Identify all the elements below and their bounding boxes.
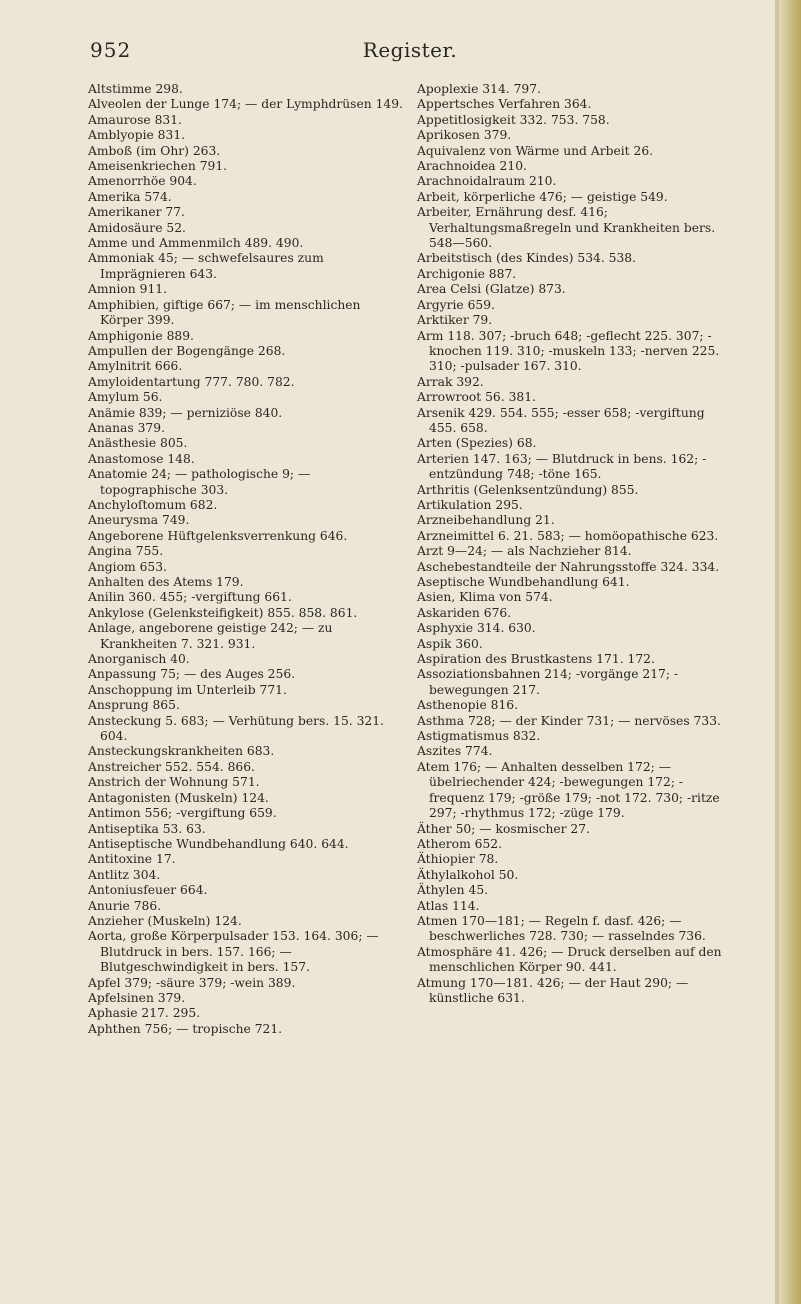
index-entry: Amphibien, giftige 667; — im menschlichen Körper 399. xyxy=(88,297,361,328)
index-entry: Antlitz 304. xyxy=(88,867,161,882)
index-entry: Antiseptische Wundbehandlung 640. 644. xyxy=(88,836,349,851)
index-entry: Area Celsi (Glatze) 873. xyxy=(417,282,566,297)
page-edge-shadow xyxy=(775,0,779,1304)
index-entry: Ansteckung 5. 683; — Verhütung bers. 15. 321. 604. xyxy=(88,713,384,744)
index-entry: Ampullen der Bogengänge 268. xyxy=(88,343,286,358)
index-entry: Amme und Ammenmilch 489. 490. xyxy=(88,236,304,251)
index-entry: Anstreicher 552. 554. 866. xyxy=(88,759,255,774)
index-entry: Arsenik 429. 554. 555; -esser 658; -vergiftung 455. 658. xyxy=(417,405,705,435)
index-entry: Amphigonie 889. xyxy=(88,328,194,343)
index-entry: Amylum 56. xyxy=(88,390,163,405)
index-entry: Angina 755. xyxy=(88,544,164,559)
index-entry: Archigonie 887. xyxy=(417,266,517,281)
index-entry: Antiseptika 53. 63. xyxy=(88,821,206,836)
index-entry: Aorta, große Körperpulsader 153. 164. 306; — Blutdruck in bers. 157. 166; — Blutgeschwindigkeit in bers. 157. xyxy=(88,929,379,975)
index-entry: Asphyxie 314. 630. xyxy=(417,621,536,636)
page-number: 952 xyxy=(90,38,132,62)
index-entry: Aszites 774. xyxy=(417,744,493,759)
index-entry: Anämie 839; — perniziöse 840. xyxy=(88,405,283,420)
index-column-left xyxy=(88,82,404,1037)
index-entry: Asthenopie 816. xyxy=(417,698,519,713)
index-entry: Artikulation 295. xyxy=(417,497,523,512)
index-entry: Amblyopie 831. xyxy=(88,128,186,143)
index-entry: Anlage, angeborene geistige 242; — zu Krankheiten 7. 321. 931. xyxy=(88,621,333,651)
index-entry: Angiom 653. xyxy=(88,559,167,574)
index-entry: Äthylen 45. xyxy=(417,883,489,898)
index-entry: Arachnoidea 210. xyxy=(417,159,527,174)
index-entry: Arbeit, körperliche 476; — geistige 549. xyxy=(417,189,668,204)
index-entry: Ammoniak 45; — schwefelsaures zum Imprägnieren 643. xyxy=(88,251,324,281)
index-entry: Aphthen 756; — tropische 721. xyxy=(88,1021,283,1036)
index-entry: Atherom 652. xyxy=(417,836,503,851)
index-entry: Argyrie 659. xyxy=(417,297,495,312)
index-entry: Antitoxine 17. xyxy=(88,852,176,867)
index-entry: Amboß (im Ohr) 263. xyxy=(88,143,221,158)
index-column-right xyxy=(417,82,733,1006)
index-entry: Atlas 114. xyxy=(417,898,480,913)
index-entry: Amerikaner 77. xyxy=(88,205,185,220)
index-entry: Arm 118. 307; -bruch 648; -geflecht 225. 307; -knochen 119. 310; -muskeln 133; -nerven 225. 310; -pulsader 167. 310. xyxy=(417,328,720,374)
index-entry: Anilin 360. 455; -vergiftung 661. xyxy=(88,590,292,605)
index-entry: Arktiker 79. xyxy=(417,313,493,328)
index-entry: Anatomie 24; — pathologische 9; — topographische 303. xyxy=(88,467,311,497)
index-entry: Aspik 360. xyxy=(417,636,483,651)
index-entry: Anhalten des Atems 179. xyxy=(88,575,244,589)
index-entry: Anstrich der Wohnung 571. xyxy=(88,775,260,790)
index-entry: Aschebestandteile der Nahrungsstoffe 324. 334. xyxy=(417,559,720,574)
index-entry: Alveolen der Lunge 174; — der Lymphdrüsen 149. xyxy=(88,97,403,112)
index-entry: Ansprung 865. xyxy=(88,698,180,713)
index-entry: Arachnoidalraum 210. xyxy=(417,174,557,189)
index-entry: Antimon 556; -vergiftung 659. xyxy=(88,806,277,821)
index-entry: Arbeiter, Ernährung desf. 416; Verhaltungsmaßregeln und Krankheiten bers. 548—560. xyxy=(417,205,716,251)
index-entry: Aquivalenz von Wärme und Arbeit 26. xyxy=(417,143,654,158)
index-entry: Apoplexie 314. 797. xyxy=(417,82,541,96)
index-entry: Antoniusfeuer 664. xyxy=(88,883,208,898)
index-entry: Ameisenkriechen 791. xyxy=(88,159,228,174)
index-entry: Amyloidentartung 777. 780. 782. xyxy=(88,374,295,389)
index-entry: Ankylose (Gelenksteifigkeit) 855. 858. 861. xyxy=(88,605,358,620)
index-entry: Astigmatismus 832. xyxy=(417,729,541,744)
index-entry: Anästhesie 805. xyxy=(88,436,188,451)
index-entry: Äthylalkohol 50. xyxy=(417,867,519,882)
index-entry: Atmosphäre 41. 426; — Druck derselben auf den menschlichen Körper 90. 441. xyxy=(417,944,722,975)
index-entry: Arzneibehandlung 21. xyxy=(417,513,555,528)
index-entry: Anastomose 148. xyxy=(88,451,195,466)
index-entry: Apfelsinen 379. xyxy=(88,990,186,1005)
index-entry: Anchyloſtomum 682. xyxy=(88,497,218,512)
index-entry: Anzieher (Muskeln) 124. xyxy=(88,913,242,928)
index-entry: Amidosäure 52. xyxy=(88,220,186,235)
index-entry: Arthritis (Gelenksentzündung) 855. xyxy=(417,482,639,497)
index-entry: Anpassung 75; — des Auges 256. xyxy=(88,667,296,682)
index-entry: Arbeitstisch (des Kindes) 534. 538. xyxy=(417,251,637,266)
index-entry: Ananas 379. xyxy=(88,420,165,435)
index-entry: Aspiration des Brustkastens 171. 172. xyxy=(417,652,655,667)
index-entry: Amenorrhöe 904. xyxy=(88,174,197,189)
index-entry: Arzneimittel 6. 21. 583; — homöopathische 623. xyxy=(417,528,719,543)
index-entry: Arten (Spezies) 68. xyxy=(417,436,537,451)
index-entry: Assoziationsbahnen 214; -vorgänge 217; -bewegungen 217. xyxy=(417,667,679,697)
page-header xyxy=(90,38,730,66)
index-entry: Atem 176; — Anhalten desselben 172; — übelriechender 424; -bewegungen 172; -frequenz 179; -größe 179; -not 172. 730; -ritze 297; -rhythmus 172; -züge 179. xyxy=(417,759,720,821)
index-entry: Arrowroot 56. 381. xyxy=(417,390,536,405)
index-entry: Aseptische Wundbehandlung 641. xyxy=(417,575,630,589)
index-entry: Antagonisten (Muskeln) 124. xyxy=(88,790,269,805)
index-entry: Atmung 170—181. 426; — der Haut 290; — künstliche 631. xyxy=(417,975,689,1005)
index-entry: Äther 50; — kosmischer 27. xyxy=(417,821,590,836)
index-entry: Arterien 147. 163; — Blutdruck in bens. 162; -entzündung 748; -töne 165. xyxy=(417,451,707,482)
index-entry: Anschoppung im Unterleib 771. xyxy=(88,682,287,697)
index-entry: Asien, Klima von 574. xyxy=(417,590,553,605)
index-entry: Amaurose 831. xyxy=(88,112,182,127)
running-head: Register. xyxy=(362,38,458,62)
index-entry: Atmen 170—181; — Regeln f. dasf. 426; — beschwerliches 728. 730; — rasselndes 736. xyxy=(417,913,706,944)
index-entry: Angeborene Hüftgelenksverrenkung 646. xyxy=(88,528,348,543)
index-entry: Amnion 911. xyxy=(88,282,168,297)
index-entry: Askariden 676. xyxy=(417,605,512,620)
index-entry: Arrak 392. xyxy=(417,374,484,389)
index-entry: Aphasie 217. 295. xyxy=(88,1006,201,1021)
index-entry: Aneurysma 749. xyxy=(88,513,190,528)
index-entry: Amerika 574. xyxy=(88,189,172,204)
index-entry: Anorganisch 40. xyxy=(88,652,190,667)
index-entry: Aprikosen 379. xyxy=(417,128,512,143)
index-entry: Altstimme 298. xyxy=(88,82,183,96)
index-entry: Ansteckungskrankheiten 683. xyxy=(88,744,275,759)
index-entry: Amylnitrit 666. xyxy=(88,359,183,374)
index-entry: Anurie 786. xyxy=(88,898,162,913)
index-entry: Äthiopier 78. xyxy=(417,852,499,867)
index-entry: Arzt 9—24; — als Nachzieher 814. xyxy=(417,544,632,559)
index-entry: Apfel 379; -säure 379; -wein 389. xyxy=(88,975,296,990)
index-entry: Asthma 728; — der Kinder 731; — nervöses 733. xyxy=(417,713,721,728)
index-entry: Appertsches Verfahren 364. xyxy=(417,97,592,112)
index-entry: Appetitlosigkeit 332. 753. 758. xyxy=(417,112,610,127)
